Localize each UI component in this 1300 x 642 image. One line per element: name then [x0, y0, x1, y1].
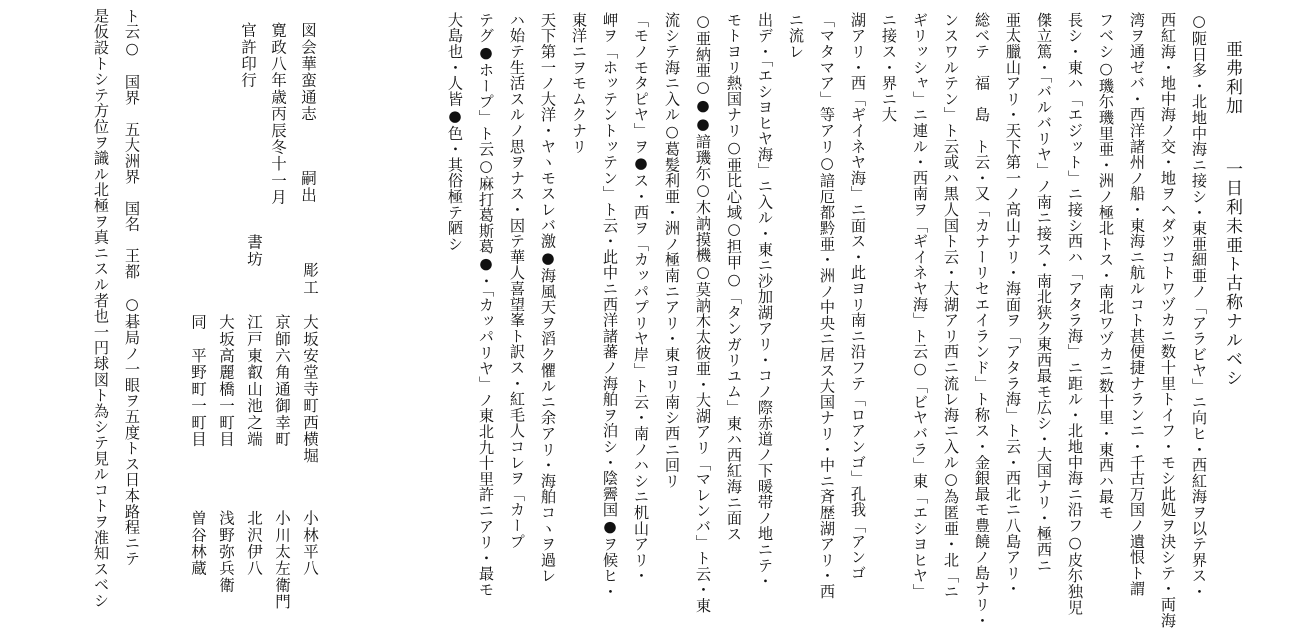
carver-name: 小林平八 [301, 510, 319, 577]
body-line: 西紅海・地中海ノ交・地ヲヘダツコトワヅカニ数十里トイフ・モシ此処ヲ決シテ・両海 [1159, 12, 1177, 629]
publisher-name: 北沢伊八 [245, 510, 263, 577]
body-line: ○亜納亜○●●諳璣尓○木訥摸機○莫訥木太彼亜・大湖アリ「マレンバ」ト云・東 [694, 12, 712, 614]
body-line: 大島也・人皆●色・其俗極テ陋シ [446, 12, 464, 252]
body-line: 「モノモタピヤ」ヲ●ス・西ヲ「カッパプリヤ岸」ト云・南ノハシニ机山アリ・ [632, 12, 650, 584]
colophon-license: 官許印行 [239, 22, 257, 89]
carver-label: 彫工 [301, 262, 319, 296]
carver-name: 小川太左衛門 [273, 510, 291, 611]
carver-place: 大坂安堂寺町西横堀 [301, 314, 319, 465]
body-line: ギリッシャ」ニ連ル・西南ヲ「ギイネヤ海」ト云○「ビヤバラ」東「エシヨヒヤ」 [911, 12, 929, 600]
body-line: ハ始テ生活スルノ思ヲナス・因テ華人喜望峯ト訳ス・紅毛人コレヲ「カープ [508, 12, 526, 550]
body-line: モトヨリ熱国ナリ○亜比心域○担甲○「タンガリユム」東ハ西紅海ニ面ス [725, 12, 743, 542]
body-line: 天下第一ノ大洋・ヤヽモスレバ激●海風天ヲ滔ク懼ルニ余アリ・海舶コヽヲ過レ [539, 12, 557, 584]
publishers-label: 書坊 [245, 234, 263, 268]
closing-line: 是仮設トシテ方位ヲ識ル北極ヲ真ニスル者也一円球図ト為シテ見ルコトヲ准知スベシ [92, 8, 110, 609]
publisher-name: 浅野弥兵衛 [217, 510, 235, 594]
body-line: 流シテ海ニ入ル○葛髪利亜・洲ノ極南ニアリ・東ヨリ南シ西ニ回リ [663, 12, 681, 489]
body-line: テグ●ホープ」ト云○麻打葛斯葛●・「カッパリヤ」ノ東北九十里許ニアリ・最モ [477, 12, 495, 598]
colophon-date: 寛政八年歳丙辰冬十一月 [269, 22, 287, 206]
publisher-name: 曽谷林蔵 [189, 510, 207, 577]
colophon-edition: 嗣出 [299, 170, 317, 204]
body-line: 傑立篤・「バルバリヤ」ノ南ニ接ス・南北狭ク東西最モ広シ・大国ナリ・極西ニ [1035, 12, 1053, 574]
closing-line: ト云○ 国界 五大洲界 国名 王都 ○碁局ノ一眼ヲ五度トス日本路程ニテ [123, 8, 141, 567]
body-line: ○阨日多・北地中海ニ接シ・東亜細亜ノ「アラビヤ」ニ向ヒ・西紅海ヲ以テ界ス・ [1190, 12, 1208, 600]
body-line: 出デ・「エシヨヒヤ海」ニ入ル・東ニ沙加湖アリ・コノ際赤道ノ下暖帯ノ地ニテ・ [756, 12, 774, 589]
body-line: 亜太臘山アリ・天下第一ノ高山ナリ・海面ヲ「アタラ海」ト云・西北ニ八島アリ・ [1004, 12, 1022, 597]
body-line: 「マタマア」等アリ○諳厄都黔亜・洲ノ中央ニ居ス大国ナリ・中ニ斉歴湖アリ・西 [818, 12, 836, 600]
body-line: 岬ヲ「ホッテントッテン」ト云・此中ニ西洋諸蕃ノ海舶ヲ泊シ・陰霽国●ヲ候ヒ・ [601, 12, 619, 600]
body-line: 長シ・東ハ「エジット」ニ接シ西ハ「アタラ海」ニ距ル・北地中海ニ沿フ○皮尓独児 [1066, 12, 1084, 616]
body-line: 湾ヲ通ゼバ・西洋諸州ノ船・東海ニ航ルコト甚便捷ナランニ・千古万国ノ遺恨ト謂 [1128, 12, 1146, 597]
body-line: ニ接ス・界ニ大 [880, 12, 898, 123]
body-line: フベシ○璣尓璣里亜・洲ノ極北トス・南北ワヅカニ数十里・東西ハ最モ [1097, 12, 1115, 521]
carver-place: 京師六角通御幸町 [273, 314, 291, 448]
body-line: ンスワルテン」ト云或ハ黒人国ト云・大湖アリ西ニ流レ海ニ入ル○為匿亜・北「ニ [942, 12, 960, 600]
colophon-title: 図会華蛮通志 [299, 22, 317, 123]
body-line: 湖アリ・西「ギイネヤ海」ニ面ス・此ヨリ南ニ沿フテ「ロアンゴ」孔我「アンゴ [849, 12, 867, 581]
heading-title: 亜弗利加 [1222, 40, 1242, 116]
publisher-place: 江戸東叡山池之端 [245, 314, 263, 448]
publisher-place: 同 平野町一町目 [189, 314, 207, 448]
publisher-place: 大坂高麗橋一町目 [217, 314, 235, 448]
body-line: 東洋ニヲモムクナリ [570, 12, 588, 155]
body-line: ニ流レ [787, 12, 805, 60]
body-line: 総ベテ 福 島 ト云・又「カナーリセエイランド」ト称ス・金銀最モ豊饒ノ島ナリ・ [973, 12, 991, 629]
heading-subtitle: 一日利未亜ト古称ナルベシ [1222, 160, 1242, 388]
